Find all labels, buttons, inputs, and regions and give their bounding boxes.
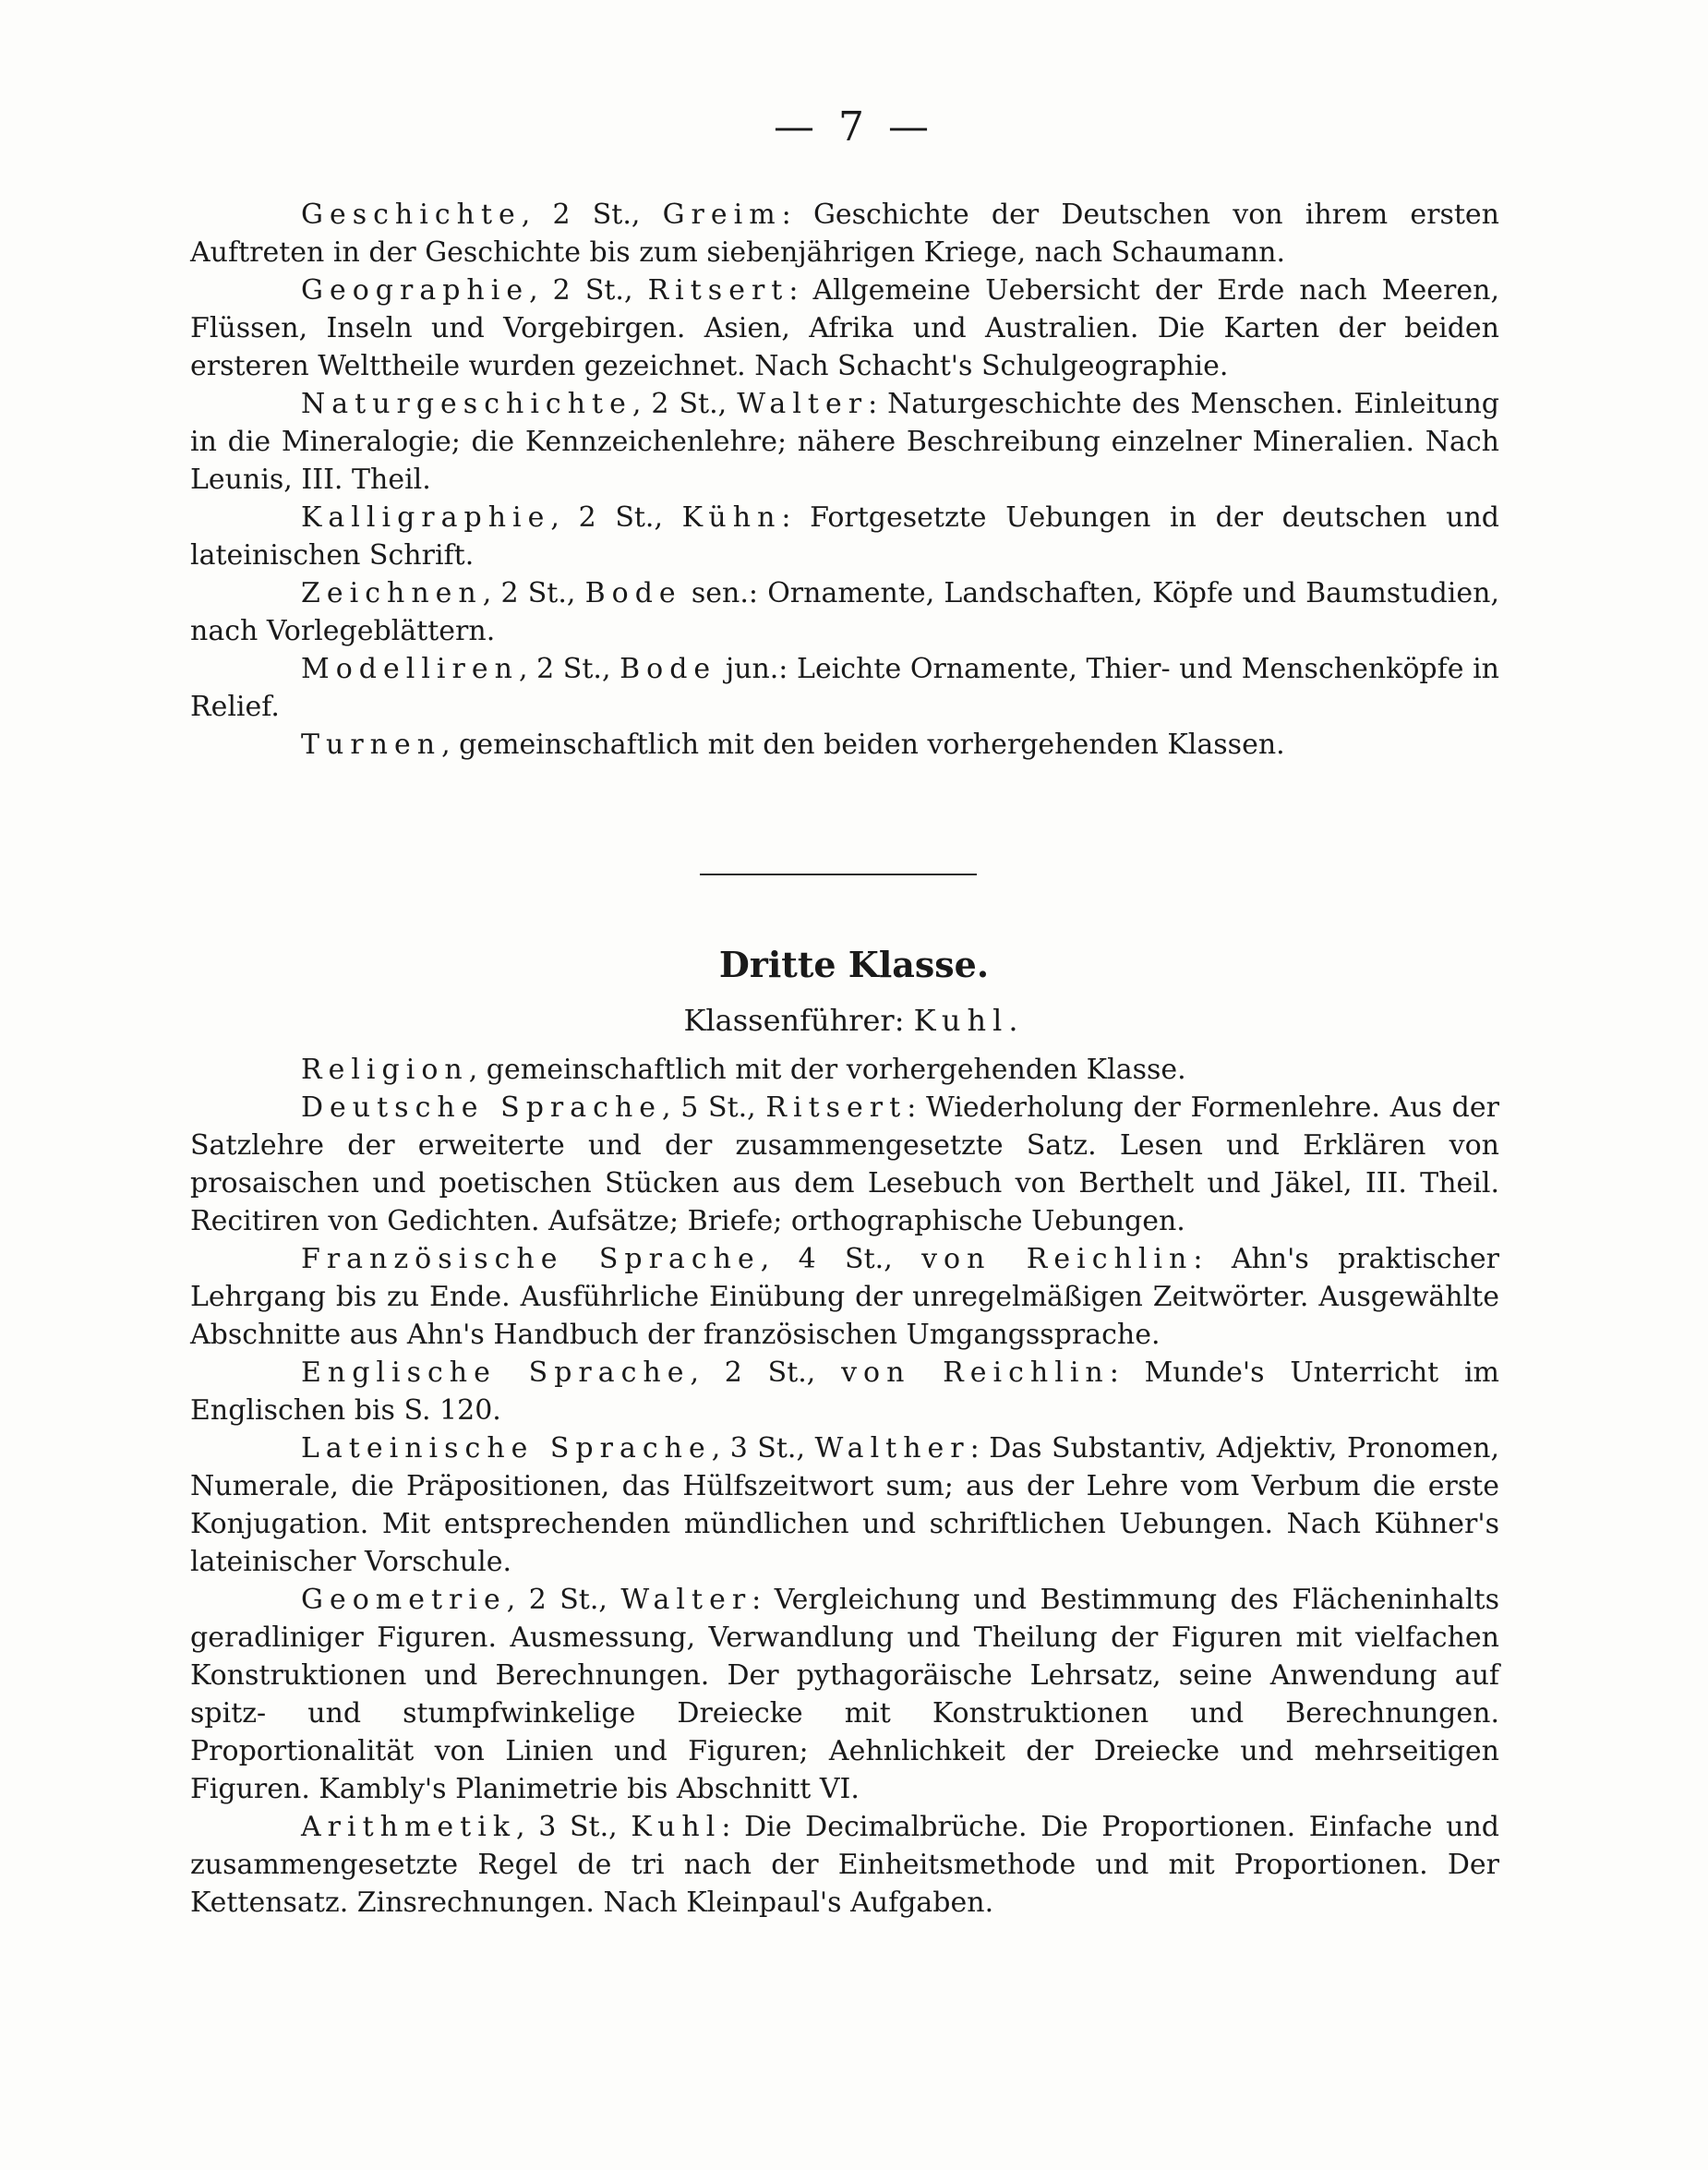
section-divider: [700, 874, 977, 875]
teacher-name: Walter: [737, 388, 869, 420]
entry-geometrie: Geometrie, 2 St., Walter: Vergleichung und Bestimmung des Flächeninhalts geradliniger Figuren. Ausmessung, Verwandlung und Theilung der Figuren mit vielfachen Konstruktionen und Berechnungen. Der pythagoräische Lehrsatz, seine Anwendung auf spitz- und stumpfwinkelige Dreiecke mit Konstruktionen und Berechnungen. Proportionalität von Linien und Figuren; Aehnlichkeit der Dreiecke und mehrseitigen Figuren. Kambly's Planimetrie bis Abschnitt VI.: [190, 1584, 1499, 1805]
entry-englische-sprache: Englische Sprache, 2 St., von Reichlin: Munde's Unterricht im Englischen bis S. 120.: [190, 1356, 1499, 1427]
entry-geschichte: Geschichte, 2 St., Greim: Geschichte der Deutschen von ihrem ersten Auftreten in der Geschichte bis zum siebenjährigen Kriege, nach Schaumann.: [190, 199, 1499, 269]
entry-zeichnen: Zeichnen, 2 St., Bode sen.: Ornamente, Landschaften, Köpfe und Baumstudien, nach Vorlegeblättern.: [190, 577, 1499, 647]
subject-name: Englische Sprache: [301, 1356, 691, 1389]
entry-modelliren: Modelliren, 2 St., Bode jun.: Leichte Ornamente, Thier- und Menschenköpfe in Relief.: [190, 653, 1499, 723]
entry-deutsche-sprache: Deutsche Sprache, 5 St., Ritsert: Wiederholung der Formenlehre. Aus der Satzlehre der erweiterte und der zusammengesetzte Satz. Lesen und Erklären von prosaischen und poetischen Stücken aus dem Lesebuch von Berthelt und Jäkel, III. Theil. Recitiren von Gedichten. Aufsätze; Briefe; orthographische Uebungen.: [190, 1091, 1499, 1237]
teacher-name: Ritsert: [647, 274, 789, 307]
subject-name: Geographie: [301, 274, 530, 307]
subject-name: Zeichnen: [301, 577, 483, 609]
class-leader-label: Klassenführer:: [683, 1003, 914, 1038]
teacher-name: von Reichlin: [921, 1243, 1194, 1275]
entry-kalligraphie: Kalligraphie, 2 St., Kühn: Fortgesetzte Uebungen in der deutschen und lateinischen Schrift.: [190, 501, 1499, 572]
teacher-name: von Reichlin: [841, 1356, 1110, 1389]
class-heading: Dritte Klasse.: [718, 944, 990, 985]
entry-naturgeschichte: Naturgeschichte, 2 St., Walter: Naturgeschichte des Menschen. Einleitung in die Mineralogie; die Kennzeichenlehre; nähere Beschreibung einzelner Mineralien. Nach Leunis, III. Theil.: [190, 388, 1500, 496]
teacher-name: Walter: [620, 1584, 752, 1616]
teacher-name: Bode: [619, 653, 717, 685]
section-previous-class: [190, 196, 1499, 764]
subject-name: Kalligraphie: [301, 501, 551, 534]
teacher-name: Bode: [584, 577, 682, 609]
entry-lateinische-sprache: Lateinische Sprache, 3 St., Walther: Das Substantiv, Adjektiv, Pronomen, Numerale, die Präpositionen, das Hülfszeitwort sum; aus der Lehre vom Verbum die erste Konjugation. Mit entsprechenden mündlichen und schriftlichen Uebungen. Nach Kühner's lateinischer Vorschule.: [190, 1432, 1499, 1578]
subject-name: Geometrie: [301, 1584, 507, 1616]
subject-name: Modelliren: [301, 653, 519, 685]
subject-name: Naturgeschichte: [301, 388, 632, 420]
subject-name: Geschichte: [301, 199, 522, 231]
entry-turnen: Turnen, gemeinschaftlich mit den beiden vorhergehenden Klassen.: [301, 729, 1285, 761]
entry-arithmetik: Arithmetik, 3 St., Kuhl: Die Decimalbrüche. Die Proportionen. Einfache und zusammengesetzte Regel de tri nach der Einheitsmethode und mit Proportionen. Der Kettensatz. Zinsrechnungen. Nach Kleinpaul's Aufgaben.: [190, 1811, 1499, 1919]
entry-franzoesische-sprache: Französische Sprache, 4 St., von Reichlin: Ahn's praktischer Lehrgang bis zu Ende. Ausführliche Einübung der unregelmäßigen Zeitwörter. Ausgewählte Abschnitte aus Ahn's Handbuch der französischen Umgangssprache.: [190, 1243, 1500, 1351]
subject-name: Lateinische Sprache: [301, 1432, 712, 1465]
teacher-name: Walther: [814, 1432, 970, 1465]
teacher-name: Greim: [662, 199, 782, 231]
subject-name: Turnen: [301, 729, 442, 761]
class-leader-name: Kuhl.: [913, 1003, 1025, 1038]
entry-geographie: Geographie, 2 St., Ritsert: Allgemeine Uebersicht der Erde nach Meeren, Flüssen, Inseln und Vorgebirgen. Asien, Afrika und Australien. Die Karten der beiden ersteren Welttheile wurden gezeichnet. Nach Schacht's Schulgeographie.: [190, 274, 1499, 382]
page-number: — 7 —: [774, 103, 934, 151]
class-leader: [0, 1003, 1708, 1038]
subject-name: Französische Sprache: [301, 1243, 761, 1275]
subject-name: Religion: [301, 1054, 469, 1086]
subject-name: Arithmetik: [301, 1811, 517, 1843]
teacher-name: Kuhl: [631, 1811, 722, 1843]
section-third-class: [190, 1051, 1499, 1922]
teacher-name: Ritsert: [765, 1091, 908, 1124]
teacher-name: Kühn: [681, 501, 782, 534]
subject-name: Deutsche Sprache: [301, 1091, 663, 1124]
entry-religion: Religion, gemeinschaftlich mit der vorhergehenden Klasse.: [301, 1054, 1186, 1086]
